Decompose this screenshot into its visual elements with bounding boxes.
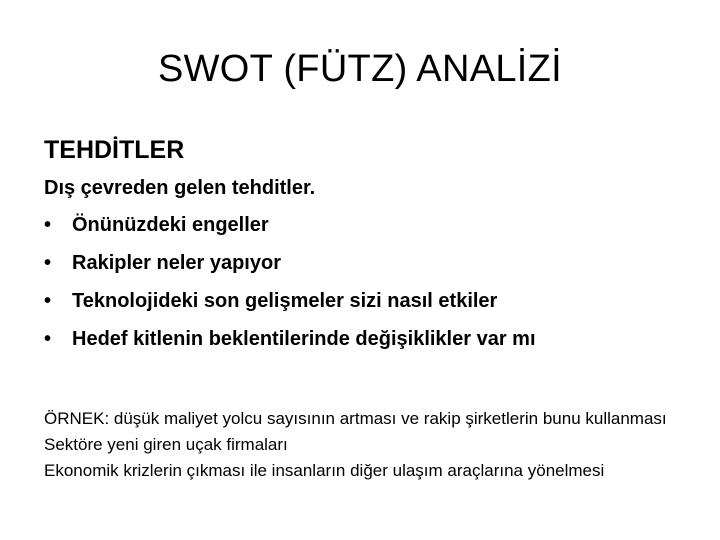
example-block bbox=[44, 408, 684, 486]
bullet-item bbox=[44, 212, 536, 239]
bullet-text: Rakipler neler yapıyor bbox=[72, 252, 281, 274]
bullet-item bbox=[44, 250, 536, 277]
bullet-item bbox=[44, 288, 536, 315]
bullet-text: Hedef kitlenin beklentilerinde değişiklikler var mı bbox=[72, 328, 536, 350]
bullet-item bbox=[44, 326, 536, 353]
bullet-icon: • bbox=[44, 214, 52, 236]
bullet-text: Teknolojideki son gelişmeler sizi nasıl etkiler bbox=[72, 290, 498, 312]
example-line: Sektöre yeni giren uçak firmaları bbox=[44, 435, 288, 454]
bullet-text: Önünüzdeki engeller bbox=[72, 214, 269, 236]
bullet-icon: • bbox=[44, 328, 52, 350]
section-heading: TEHDİTLER bbox=[44, 136, 185, 164]
bullet-list bbox=[44, 212, 536, 364]
example-line: ÖRNEK: düşük maliyet yolcu sayısının artması ve rakip şirketlerin bunu kullanması bbox=[44, 409, 667, 428]
bullet-icon: • bbox=[44, 290, 52, 312]
bullet-icon: • bbox=[44, 252, 52, 274]
intro-text: Dış çevreden gelen tehditler. bbox=[44, 177, 316, 199]
example-line: Ekonomik krizlerin çıkması ile insanların diğer ulaşım araçlarına yönelmesi bbox=[44, 461, 605, 480]
slide-title: SWOT (FÜTZ) ANALİZİ bbox=[158, 48, 562, 90]
